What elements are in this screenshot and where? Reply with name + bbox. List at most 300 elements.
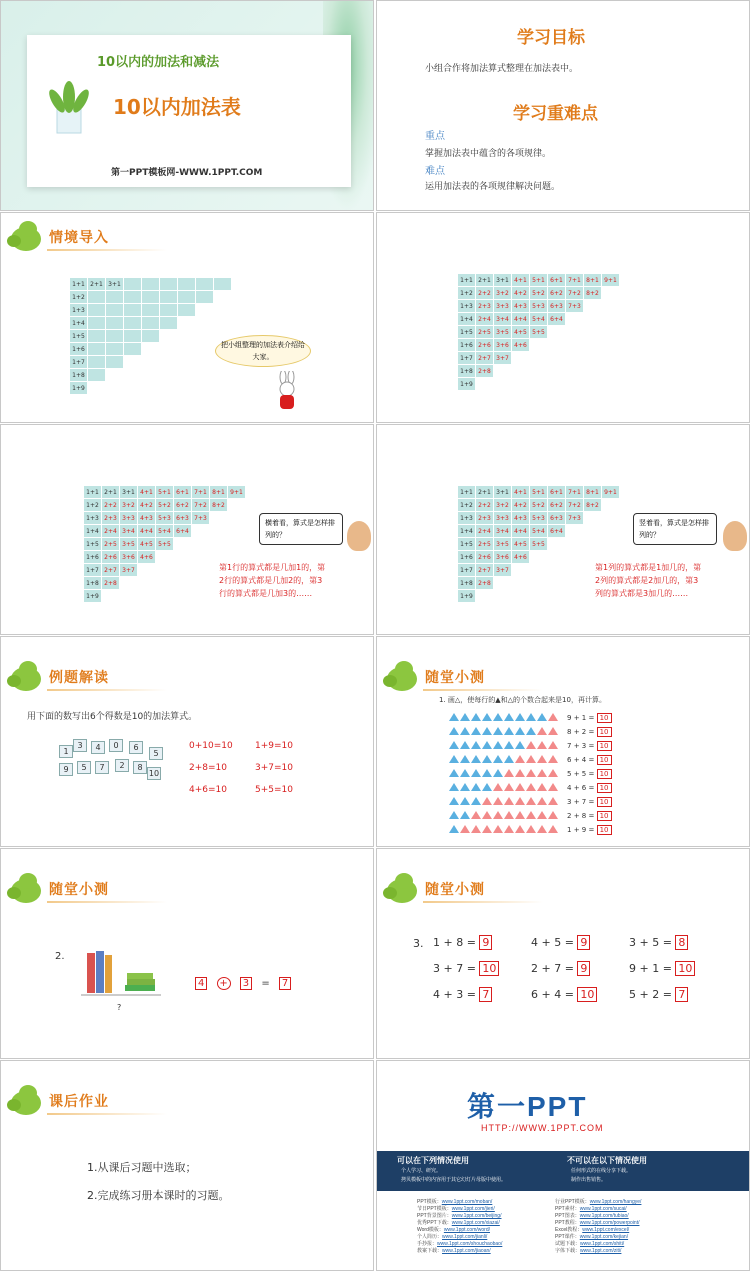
table-cell: 5+3 xyxy=(156,512,174,525)
result-box: 9 xyxy=(577,935,590,950)
table-cell xyxy=(196,278,214,291)
title-underline xyxy=(47,901,167,903)
empty-cell xyxy=(120,577,138,590)
outline-triangle-icon xyxy=(515,783,525,791)
question-text: 1. 画△，使每行的▲和△的个数合起来是10，再计算。 xyxy=(439,696,606,704)
speech-bubble xyxy=(215,335,311,367)
answer-equation: 2+8=10 xyxy=(189,763,227,773)
result-box: 10 xyxy=(597,783,612,793)
table-cell: 2+3 xyxy=(476,512,494,525)
table-cell: 7+3 xyxy=(192,512,210,525)
empty-cell xyxy=(548,378,566,391)
link-label: 个人简历： xyxy=(417,1234,443,1240)
outline-triangle-icon xyxy=(526,783,536,791)
filled-triangle-icon xyxy=(471,797,481,805)
empty-cell xyxy=(124,369,142,382)
addend: 7 xyxy=(567,742,572,750)
slide-9[interactable] xyxy=(0,848,374,1059)
empty-cell xyxy=(566,577,584,590)
filled-triangle-icon xyxy=(537,713,547,721)
operator: = xyxy=(586,784,597,792)
empty-cell xyxy=(192,538,210,551)
diff-text: 运用加法表的各项规律解决问题。 xyxy=(425,182,561,192)
row-equation xyxy=(567,741,612,751)
slide-title: 课后作业 xyxy=(49,1094,109,1110)
table-cell: 1+7 xyxy=(458,352,476,365)
table-cell xyxy=(142,304,160,317)
triangle-row xyxy=(449,711,649,725)
number-card: 2 xyxy=(115,759,129,772)
table-cell: 1+5 xyxy=(84,538,102,551)
table-cell xyxy=(160,278,178,291)
empty-cell xyxy=(530,551,548,564)
link-url[interactable]: www.1ppt.com/powerpoint/ xyxy=(579,1220,640,1226)
outline-triangle-icon xyxy=(526,811,536,819)
empty-cell xyxy=(120,590,138,603)
empty-cell xyxy=(566,339,584,352)
filled-triangle-icon xyxy=(460,727,470,735)
empty-cell xyxy=(530,365,548,378)
goal-text: 小组合作将加法算式整理在加法表中。 xyxy=(425,64,579,74)
empty-cell xyxy=(192,525,210,538)
empty-cell xyxy=(584,339,602,352)
filled-triangle-icon xyxy=(504,727,514,735)
triangles xyxy=(449,741,567,751)
empty-cell xyxy=(174,551,192,564)
table-cell: 6+1 xyxy=(174,486,192,499)
addend: 9 xyxy=(581,826,587,834)
empty-cell xyxy=(566,378,584,391)
table-cell: 1+7 xyxy=(70,356,88,369)
slide-6[interactable] xyxy=(376,424,750,635)
filled-triangle-icon xyxy=(482,741,492,749)
table-cell: 5+2 xyxy=(156,499,174,512)
empty-cell xyxy=(548,551,566,564)
link-url[interactable]: www.1ppt.com/sucai/ xyxy=(579,1206,627,1212)
link-url[interactable]: www.1ppt.com/beijing/ xyxy=(451,1213,502,1219)
empty-cell xyxy=(566,313,584,326)
filled-triangle-icon xyxy=(471,769,481,777)
outline-triangle-icon xyxy=(548,713,558,721)
filled-triangle-icon xyxy=(471,713,481,721)
link-url[interactable]: www.1ppt.com/ziti/ xyxy=(580,1248,622,1254)
plant-icon xyxy=(39,75,99,135)
empty-cell xyxy=(548,564,566,577)
filled-triangle-icon xyxy=(449,755,459,763)
operator: = xyxy=(586,728,597,736)
link-url[interactable]: www.1ppt.com/jiaoan/ xyxy=(442,1248,491,1254)
empty-cell xyxy=(602,525,620,538)
filled-triangle-icon xyxy=(493,713,503,721)
filled-triangle-icon xyxy=(460,741,470,749)
outline-triangle-icon xyxy=(548,755,558,763)
table-cell: 4+3 xyxy=(512,512,530,525)
link-label: 节日PPT模板： xyxy=(417,1206,452,1212)
empty-cell xyxy=(138,590,156,603)
table-cell: 1+4 xyxy=(84,525,102,538)
usage-band xyxy=(377,1151,750,1191)
empty-cell xyxy=(494,590,512,603)
addition-table xyxy=(457,273,620,391)
filled-triangle-icon xyxy=(526,727,536,735)
table-cell: 7+2 xyxy=(566,499,584,512)
triangles xyxy=(449,713,567,723)
empty-cell xyxy=(178,343,196,356)
table-cell: 5+3 xyxy=(530,300,548,313)
filled-triangle-icon xyxy=(493,769,503,777)
link-row xyxy=(417,1227,567,1234)
empty-cell xyxy=(566,525,584,538)
result-box: 9 xyxy=(479,935,492,950)
slide-4[interactable] xyxy=(376,212,750,423)
link-url[interactable]: www.1ppt.com/tubiao/ xyxy=(579,1213,629,1219)
link-row xyxy=(417,1206,567,1213)
table-cell: 2+8 xyxy=(102,577,120,590)
slide-7[interactable] xyxy=(0,636,374,847)
table-cell: 5+4 xyxy=(156,525,174,538)
speech-bubble xyxy=(259,513,343,545)
empty-cell xyxy=(174,538,192,551)
number-card: 0 xyxy=(109,739,123,752)
empty-cell xyxy=(530,590,548,603)
link-label: 字体下载： xyxy=(555,1248,581,1254)
table-cell: 4+6 xyxy=(512,339,530,352)
empty-cell xyxy=(602,326,620,339)
filled-triangle-icon xyxy=(449,741,459,749)
table-cell: 3+4 xyxy=(494,525,512,538)
addend: 6 xyxy=(567,756,572,764)
link-url[interactable]: www.1ppt.com/hangye/ xyxy=(589,1199,642,1205)
table-cell: 2+1 xyxy=(476,486,494,499)
outline-triangle-icon xyxy=(504,811,514,819)
outline-triangle-icon xyxy=(526,755,536,763)
link-row xyxy=(555,1199,715,1206)
calc-item xyxy=(531,935,590,950)
table-cell: 2+4 xyxy=(476,525,494,538)
empty-cell xyxy=(210,538,228,551)
empty-cell xyxy=(530,339,548,352)
table-cell xyxy=(160,304,178,317)
table-cell xyxy=(142,291,160,304)
empty-cell xyxy=(102,590,120,603)
table-cell: 8+1 xyxy=(210,486,228,499)
empty-cell xyxy=(228,499,246,512)
table-cell: 6+3 xyxy=(548,300,566,313)
empty-cell xyxy=(142,369,160,382)
question-number: 2. xyxy=(55,951,65,962)
table-cell: 6+1 xyxy=(548,274,566,287)
link-url[interactable]: www.1ppt.com/xiazai/ xyxy=(451,1220,500,1226)
slide-title: 随堂小测 xyxy=(425,670,485,686)
filled-triangle-icon xyxy=(449,727,459,735)
link-row xyxy=(555,1227,715,1234)
table-cell: 2+3 xyxy=(102,512,120,525)
filled-triangle-icon xyxy=(449,769,459,777)
equation xyxy=(195,977,291,990)
empty-cell xyxy=(530,378,548,391)
table-cell: 3+3 xyxy=(494,300,512,313)
table-cell: 3+7 xyxy=(120,564,138,577)
empty-cell xyxy=(228,525,246,538)
homework-item: 1.从课后习题中选取； xyxy=(87,1161,197,1174)
row-equation xyxy=(567,713,612,723)
result-box: 10 xyxy=(479,961,499,976)
link-url[interactable]: www.1ppt.com/excel/ xyxy=(582,1227,630,1233)
table-cell: 1+2 xyxy=(84,499,102,512)
number-cards xyxy=(59,735,169,781)
table-cell xyxy=(124,291,142,304)
empty-cell xyxy=(548,326,566,339)
table-cell xyxy=(214,278,232,291)
table-cell: 3+3 xyxy=(494,512,512,525)
empty-cell xyxy=(156,577,174,590)
cannot-item: 制作出售销售。 xyxy=(571,1177,607,1183)
empty-cell xyxy=(602,313,620,326)
empty-cell xyxy=(178,369,196,382)
triangle-row xyxy=(449,795,649,809)
link-url[interactable]: www.1ppt.com/word/ xyxy=(443,1227,490,1233)
number-card: 3 xyxy=(73,739,87,752)
table-cell: 2+1 xyxy=(88,278,106,291)
empty-cell xyxy=(174,577,192,590)
result-box: 10 xyxy=(597,769,612,779)
table-cell: 4+4 xyxy=(512,525,530,538)
diff-label: 难点 xyxy=(425,166,445,177)
empty-cell xyxy=(602,365,620,378)
cloud-icon xyxy=(387,667,417,691)
empty-cell xyxy=(512,590,530,603)
outline-triangle-icon xyxy=(515,811,525,819)
row-equation xyxy=(567,783,612,793)
addend: 1 xyxy=(567,826,572,834)
triangle-row xyxy=(449,739,649,753)
empty-cell xyxy=(548,538,566,551)
outline-triangle-icon xyxy=(482,825,492,833)
table-cell: 6+4 xyxy=(548,313,566,326)
slide-12[interactable] xyxy=(376,1060,750,1271)
outline-triangle-icon xyxy=(471,811,481,819)
logo-text: 第一PPT xyxy=(467,1091,588,1122)
slide-5[interactable] xyxy=(0,424,374,635)
table-cell: 1+6 xyxy=(70,343,88,356)
outline-triangle-icon xyxy=(493,797,503,805)
outline-triangle-icon xyxy=(526,797,536,805)
calc-item xyxy=(629,961,695,976)
addend: 3 xyxy=(581,742,587,750)
key-title: 学习重难点 xyxy=(513,104,598,124)
table-cell: 2+1 xyxy=(476,274,494,287)
rabbit-icon xyxy=(275,371,299,413)
link-url[interactable]: www.1ppt.com/moban/ xyxy=(441,1199,493,1205)
table-cell: 7+1 xyxy=(192,486,210,499)
addend: 3 xyxy=(567,798,572,806)
table-cell: 7+3 xyxy=(566,512,584,525)
table-cell: 3+2 xyxy=(494,287,512,300)
empty-cell xyxy=(196,356,214,369)
table-cell xyxy=(142,330,160,343)
operator: = xyxy=(586,812,597,820)
question-mark: ? xyxy=(117,1003,122,1012)
table-cell: 4+5 xyxy=(512,326,530,339)
filled-triangle-icon xyxy=(471,755,481,763)
table-cell: 2+7 xyxy=(476,352,494,365)
links-left xyxy=(417,1199,567,1255)
filled-triangle-icon xyxy=(460,783,470,791)
filled-triangle-icon xyxy=(471,741,481,749)
table-cell: 3+1 xyxy=(494,274,512,287)
empty-cell xyxy=(602,499,620,512)
table-cell: 1+8 xyxy=(84,577,102,590)
table-cell: 4+3 xyxy=(138,512,156,525)
link-url[interactable]: www.1ppt.com/kejian/ xyxy=(579,1234,629,1240)
row-equation xyxy=(567,797,612,807)
filled-triangle-icon xyxy=(471,783,481,791)
triangles xyxy=(449,755,567,765)
triangle-row xyxy=(449,767,649,781)
table-cell xyxy=(160,317,178,330)
slide-3[interactable] xyxy=(0,212,374,423)
link-label: 教案下载： xyxy=(417,1248,443,1254)
outline-triangle-icon xyxy=(537,825,547,833)
link-row xyxy=(417,1248,567,1255)
triangle-row xyxy=(449,725,649,739)
empty-cell xyxy=(106,382,124,395)
cloud-icon xyxy=(387,879,417,903)
empty-cell xyxy=(160,369,178,382)
filled-triangle-icon xyxy=(449,783,459,791)
filled-triangle-icon xyxy=(493,755,503,763)
link-url[interactable]: www.1ppt.com/shiti/ xyxy=(580,1241,625,1247)
empty-cell xyxy=(566,551,584,564)
link-label: Excel教程： xyxy=(555,1227,583,1233)
empty-cell xyxy=(512,352,530,365)
link-label: 手抄报： xyxy=(417,1241,438,1247)
empty-cell xyxy=(192,590,210,603)
filled-triangle-icon xyxy=(460,811,470,819)
link-row xyxy=(555,1241,715,1248)
table-cell: 1+8 xyxy=(458,365,476,378)
link-url[interactable]: www.1ppt.com/jianli/ xyxy=(442,1234,488,1240)
table-cell: 2+2 xyxy=(102,499,120,512)
link-row xyxy=(555,1248,715,1255)
table-cell: 7+1 xyxy=(566,274,584,287)
table-cell: 5+1 xyxy=(530,486,548,499)
empty-cell xyxy=(548,577,566,590)
title-underline xyxy=(47,1113,167,1115)
table-cell: 2+1 xyxy=(102,486,120,499)
result-box: 10 xyxy=(597,741,612,751)
empty-cell xyxy=(602,352,620,365)
table-cell: 1+9 xyxy=(458,378,476,391)
number-card: 9 xyxy=(59,763,73,776)
answer-box: 3 xyxy=(240,977,252,990)
prompt-text: 用下面的数写出6个得数是10的加法算式。 xyxy=(27,712,198,722)
slide-2[interactable] xyxy=(376,0,750,211)
table-cell xyxy=(88,317,106,330)
triangles xyxy=(449,811,567,821)
slide-title: 例题解读 xyxy=(49,670,109,686)
filled-triangle-icon xyxy=(449,797,459,805)
operator: + xyxy=(571,742,582,750)
table-cell xyxy=(142,278,160,291)
table-cell: 1+6 xyxy=(458,339,476,352)
link-label: PPT教程： xyxy=(555,1220,580,1226)
table-cell xyxy=(142,317,160,330)
slide-11[interactable] xyxy=(0,1060,374,1271)
outline-triangle-icon xyxy=(515,797,525,805)
table-cell: 1+4 xyxy=(458,313,476,326)
table-cell: 3+7 xyxy=(494,564,512,577)
result-box: 10 xyxy=(675,961,695,976)
empty-cell xyxy=(476,378,494,391)
calc-expr: 3 + 5 = xyxy=(629,936,676,949)
link-label: PPT图表： xyxy=(555,1213,580,1219)
table-cell: 7+3 xyxy=(566,300,584,313)
table-cell: 2+2 xyxy=(476,499,494,512)
logo-url: HTTP://WWW.1PPT.COM xyxy=(481,1123,604,1133)
slide-8[interactable] xyxy=(376,636,750,847)
cannot-item: 任何形式的在线分享下载。 xyxy=(571,1168,632,1174)
table-cell xyxy=(88,330,106,343)
table-cell: 8+1 xyxy=(584,274,602,287)
triangle-row xyxy=(449,753,649,767)
filled-triangle-icon xyxy=(482,713,492,721)
link-url[interactable]: www.1ppt.com/shouchaobao/ xyxy=(437,1241,503,1247)
outline-triangle-icon xyxy=(537,727,547,735)
number-card: 6 xyxy=(129,741,143,754)
table-cell: 6+2 xyxy=(548,287,566,300)
slide-1[interactable] xyxy=(0,0,374,211)
result-box: 9 xyxy=(577,961,590,976)
books-icon xyxy=(81,945,161,1003)
triangles xyxy=(449,769,567,779)
title-card xyxy=(27,35,351,187)
table-cell: 1+4 xyxy=(70,317,88,330)
empty-cell xyxy=(196,369,214,382)
table-cell: 4+1 xyxy=(138,486,156,499)
table-cell: 7+1 xyxy=(566,486,584,499)
link-url[interactable]: www.1ppt.com/jieri/ xyxy=(451,1206,495,1212)
calc-item xyxy=(433,935,492,950)
table-cell xyxy=(88,304,106,317)
number-card: 5 xyxy=(149,747,163,760)
empty-cell xyxy=(584,352,602,365)
triangles xyxy=(449,825,567,835)
empty-cell xyxy=(142,382,160,395)
table-cell: 3+5 xyxy=(120,538,138,551)
key-text: 掌握加法表中蕴含的各项规律。 xyxy=(425,149,552,159)
empty-cell xyxy=(192,564,210,577)
table-cell: 1+8 xyxy=(458,577,476,590)
outline-triangle-icon xyxy=(504,783,514,791)
outline-triangle-icon xyxy=(548,797,558,805)
calc-expr: 1 + 8 = xyxy=(433,936,480,949)
table-cell: 2+7 xyxy=(102,564,120,577)
operator: + xyxy=(571,728,582,736)
empty-cell xyxy=(160,343,178,356)
slide-10[interactable] xyxy=(376,848,750,1059)
table-cell xyxy=(178,291,196,304)
table-cell: 3+1 xyxy=(106,278,124,291)
table-cell: 2+6 xyxy=(476,551,494,564)
result-box: 10 xyxy=(597,727,612,737)
answer-equation: 4+6=10 xyxy=(189,785,227,795)
empty-cell xyxy=(494,378,512,391)
empty-cell xyxy=(584,300,602,313)
outline-triangle-icon xyxy=(515,769,525,777)
answer-equation: 0+10=10 xyxy=(189,741,233,751)
empty-cell xyxy=(512,564,530,577)
